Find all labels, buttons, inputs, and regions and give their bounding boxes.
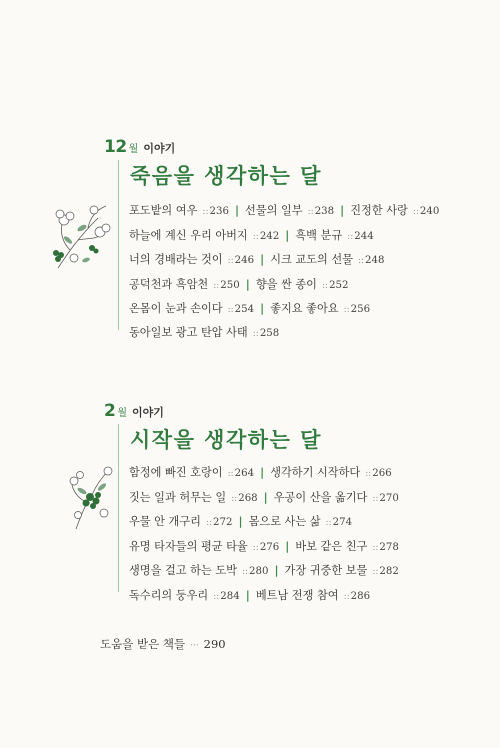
page-marker: :: [227, 256, 234, 267]
entry-title: 선물의 일부 [245, 204, 303, 217]
page-marker: :: [372, 493, 379, 504]
toc-row [129, 297, 439, 322]
page-marker: :: [321, 280, 329, 291]
month-header [104, 401, 164, 421]
page-marker: :: [252, 231, 259, 242]
entry-title: 생명을 걸고 하는 도박 [129, 564, 237, 578]
page-marker: :: [231, 493, 238, 504]
entry-page-number: 238 [314, 206, 335, 217]
entry-separator: | [260, 465, 265, 479]
entry-list [129, 199, 439, 346]
page-marker: :: [412, 207, 419, 217]
page-marker: :: [343, 591, 350, 602]
page-marker: :: [213, 280, 220, 291]
entry-separator: | [260, 252, 265, 267]
entry-separator: | [285, 538, 290, 553]
entry-page-number: 242 [259, 230, 280, 242]
month-story-label: 이야기 [132, 406, 164, 419]
entry-page-number: 244 [354, 230, 374, 242]
toc-row [129, 510, 399, 535]
entry-title: 동아일보 광고 탄압 사태 [129, 325, 248, 339]
entry-title: 진정한 사랑 [350, 204, 408, 217]
entry-title: 온몸이 눈과 손이다 [129, 302, 223, 316]
page-marker: :: [307, 207, 314, 217]
entry-separator: | [238, 514, 243, 529]
flower-cluster-illustration [66, 463, 116, 531]
entry-title: 시크 교도의 선물 [270, 253, 353, 267]
page-marker: :: [227, 305, 234, 316]
page-marker: :: [252, 542, 259, 553]
entry-page-number: 280 [249, 566, 269, 578]
entry-title: 우물 안 개구리 [129, 515, 201, 529]
month-unit: 월 [117, 408, 128, 419]
entry-title: 너의 경배라는 것이 [129, 253, 223, 267]
entry-separator: | [285, 227, 290, 242]
page-marker: :: [252, 328, 259, 339]
entry-title: 생각하기 시작하다 [270, 466, 361, 479]
entry-page-number: 284 [220, 590, 240, 602]
entry-page-number: 240 [419, 206, 440, 217]
entry-page-number: 248 [365, 255, 385, 267]
page-marker: :: [372, 542, 379, 553]
entry-page-number: 266 [372, 468, 392, 479]
entry-title: 함정에 빠진 호랑이 [129, 466, 223, 479]
month-header [104, 137, 175, 157]
month-story-label: 이야기 [143, 142, 176, 155]
entry-title: 짓는 일과 허무는 일 [129, 490, 227, 504]
entry-title: 공덕천과 흑암천 [129, 277, 209, 291]
page-marker: :: [347, 231, 354, 242]
page-marker: :: [213, 591, 220, 602]
entry-page-number: 268 [238, 492, 258, 504]
entry-list [129, 461, 399, 609]
entry-page-number: 282 [379, 566, 399, 578]
section-rule [118, 160, 119, 330]
toc-row [129, 273, 439, 298]
entry-separator: | [245, 276, 250, 291]
entry-separator: | [263, 489, 268, 504]
entry-title: 하늘에 계신 우리 아버지 [129, 228, 248, 242]
month-unit: 월 [128, 144, 139, 155]
entry-title: 우공이 산을 옮기다 [273, 490, 368, 504]
page-marker: :: [205, 518, 213, 529]
month-number: 2 [104, 401, 116, 421]
page-marker: :: [343, 305, 350, 316]
page-marker: :: [227, 469, 234, 479]
page-marker: :: [357, 256, 365, 267]
entry-title: 포도밭의 여우 [129, 204, 198, 217]
entry-page-number: 250 [220, 279, 240, 291]
month-number: 12 [104, 137, 127, 157]
footer-marker: ··· [190, 641, 199, 651]
toc-row [129, 535, 399, 560]
entry-page-number: 258 [259, 327, 280, 339]
entry-page-number: 276 [259, 541, 280, 553]
entry-page-number: 252 [329, 279, 349, 291]
entry-page-number: 254 [234, 304, 255, 316]
entry-separator: | [260, 301, 265, 316]
toc-row [129, 322, 439, 346]
entry-page-number: 270 [379, 492, 399, 504]
entry-page-number: 286 [350, 590, 371, 602]
section-rule [118, 424, 119, 592]
toc-row [129, 559, 399, 584]
section-title: 죽음을 생각하는 달 [130, 164, 322, 188]
entry-title: 베트남 전쟁 참여 [255, 588, 339, 602]
page-marker: :: [241, 567, 249, 578]
entry-separator: | [274, 563, 279, 578]
toc-row [129, 248, 439, 273]
toc-row [129, 199, 439, 224]
entry-title: 향을 싼 종이 [255, 277, 317, 291]
toc-row [129, 224, 439, 249]
page-marker: :: [365, 469, 372, 479]
entry-page-number: 278 [379, 541, 399, 553]
entry-title: 유명 타자들의 평균 타율 [129, 539, 248, 553]
toc-row [129, 584, 399, 609]
page-marker: :: [202, 207, 209, 217]
entry-page-number: 264 [234, 468, 255, 479]
entry-page-number: 246 [234, 255, 255, 267]
entry-title: 가장 귀중한 보물 [284, 564, 368, 578]
entry-page-number: 256 [350, 304, 371, 316]
entry-title: 흑백 분규 [295, 228, 343, 242]
toc-row [129, 486, 399, 511]
entry-title: 좋지요 좋아요 [270, 302, 339, 316]
footer-label: 도움을 받은 책들 [100, 637, 186, 651]
flower-sprig-illustration [48, 198, 112, 276]
entry-page-number: 272 [213, 517, 233, 529]
toc-row [129, 461, 399, 486]
entry-page-number: 274 [332, 517, 353, 529]
page-marker: :: [325, 518, 332, 529]
footer-entry [100, 636, 226, 652]
entry-title: 바보 같은 친구 [295, 539, 368, 553]
page-marker: :: [372, 567, 379, 578]
entry-separator: | [234, 203, 240, 217]
footer-page: 290 [203, 637, 226, 651]
entry-separator: | [340, 203, 345, 217]
entry-page-number: 236 [209, 206, 229, 217]
entry-title: 몸으로 사는 삶 [248, 515, 321, 529]
entry-separator: | [245, 587, 250, 602]
entry-title: 독수리의 둥우리 [129, 588, 209, 602]
section-title: 시작을 생각하는 달 [130, 428, 322, 452]
